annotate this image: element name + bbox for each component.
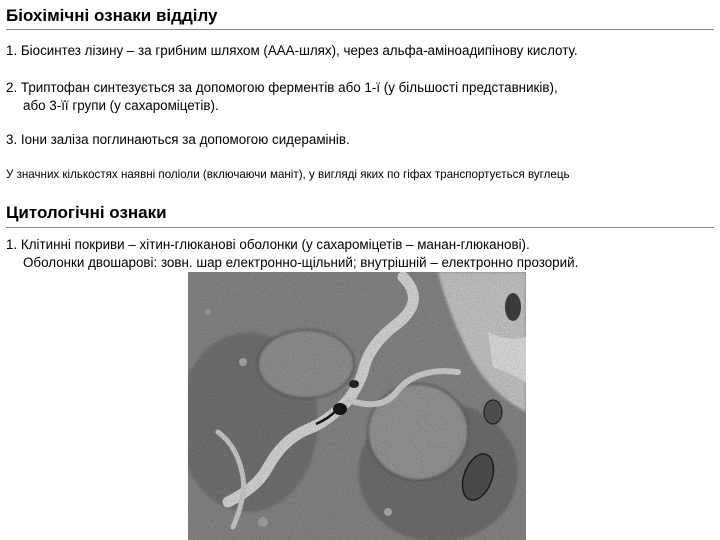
cytological-item-1-line-2: Оболонки двошарові: зовн. шар електронно-щільний; внутрішній – електронно прозорий.: [23, 255, 579, 270]
biochemical-item-2-line-2: або 3-її групи (у сахароміцетів).: [23, 98, 219, 113]
biochemical-item-1: 1. Біосинтез лізину – за грибним шляхом (ААА-шлях), через альфа-аміноадипінову кислоту.: [6, 43, 578, 58]
section-title-cytological: Цитологічні ознаки: [6, 203, 167, 222]
title-underline-cytological: [6, 227, 714, 228]
biochemical-item-2-line-1: 2. Триптофан синтезується за допомогою ферментів або 1-ї (у більшості представників),: [6, 80, 558, 95]
electron-micrograph-image: [188, 272, 526, 540]
biochemical-item-2: [6, 79, 716, 115]
title-underline-biochemical: [6, 29, 714, 30]
cytological-item-1: [6, 236, 716, 272]
section-title-biochemical: Біохімічні ознаки відділу: [6, 6, 218, 25]
biochemical-item-3: 3. Іони заліза поглинаються за допомогою сидерамінів.: [6, 132, 350, 147]
biochemical-note: У значних кількостях наявні поліоли (включаючи маніт), у вигляді яких по гіфах транспортується вуглець: [6, 168, 570, 181]
cytological-item-1-line-1: 1. Клітинні покриви – хітин-глюканові оболонки (у сахароміцетів – манан-глюканові).: [6, 237, 530, 252]
